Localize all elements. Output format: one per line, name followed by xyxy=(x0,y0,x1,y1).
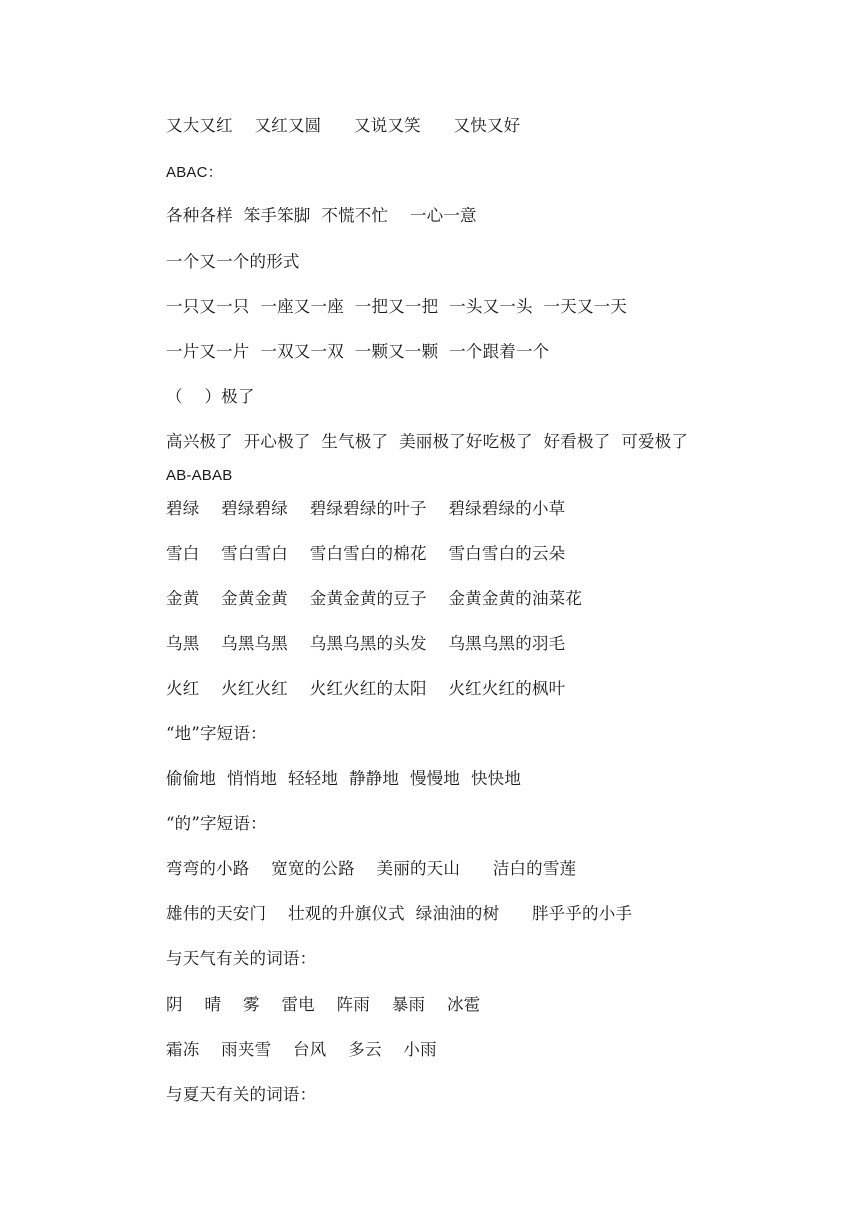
text-line-green-words: 碧绿 碧绿碧绿 碧绿碧绿的叶子 碧绿碧绿的小草 xyxy=(166,499,566,518)
text-line-summer-heading: 与夏天有关的词语： xyxy=(166,1085,317,1104)
text-line-white-words: 雪白 雪白雪白 雪白雪白的棉花 雪白雪白的云朵 xyxy=(166,544,566,563)
text-line-golden-words: 金黄 金黄金黄 金黄金黄的豆子 金黄金黄的油菜花 xyxy=(166,589,583,608)
text-line-de-adjective-words-1: 弯弯的小路 宽宽的公路 美丽的天山 洁白的雪莲 xyxy=(166,859,577,878)
text-line-black-words: 乌黑 乌黑乌黑 乌黑乌黑的头发 乌黑乌黑的羽毛 xyxy=(166,634,566,653)
text-line-weather-heading: 与天气有关的词语： xyxy=(166,949,317,968)
text-line-de-adverb-heading: “地”字短语： xyxy=(166,724,267,743)
text-line-de-adjective-heading: “的”字短语： xyxy=(166,814,267,833)
text-line-abac-words: 各种各样 笨手笨脚 不慌不忙 一心一意 xyxy=(166,206,477,225)
text-line-yi-you-yi-words-2: 一片又一片 一双又一双 一颗又一颗 一个跟着一个 xyxy=(166,342,550,361)
text-line-weather-words-2: 霜冻 雨夹雪 台风 多云 小雨 xyxy=(166,1040,437,1059)
text-line-de-adverb-words: 偷偷地 悄悄地 轻轻地 静静地 慢慢地 快快地 xyxy=(166,769,522,788)
text-line-abac-heading: ABAC： xyxy=(166,164,223,181)
text-line-de-adjective-words-2: 雄伟的天安门 壮观的升旗仪式 绿油油的树 胖乎乎的小手 xyxy=(166,904,633,923)
text-line-ab-abab-heading: AB-ABAB xyxy=(166,467,233,484)
text-line-yi-you-yi-heading: 一个又一个的形式 xyxy=(166,252,300,271)
text-line-yi-you-yi-words-1: 一只又一只 一座又一座 一把又一把 一头又一头 一天又一天 xyxy=(166,297,628,316)
text-line-jile-words: 高兴极了 开心极了 生气极了 美丽极了好吃极了 好看极了 可爱极了 xyxy=(166,432,689,451)
text-line-red-words: 火红 火红火红 火红火红的太阳 火红火红的枫叶 xyxy=(166,679,566,698)
text-line-weather-words-1: 阴 晴 雾 雷电 阵雨 暴雨 冰雹 xyxy=(166,995,481,1014)
text-line-jile-heading: （ ）极了 xyxy=(166,387,255,406)
text-line-abab-words: 又大又红 又红又圆 又说又笑 又快又好 xyxy=(166,116,521,135)
